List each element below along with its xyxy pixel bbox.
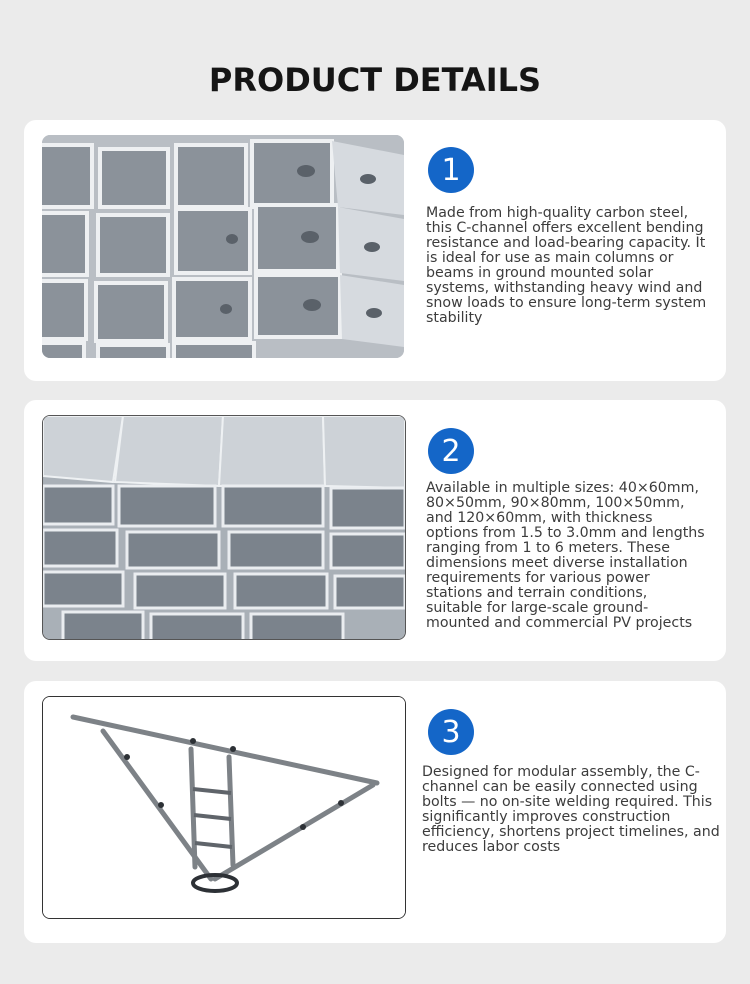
page-title: PRODUCT DETAILS xyxy=(208,61,542,100)
assembled-mounting-frame-photo xyxy=(42,696,406,919)
section-description: Available in multiple sizes: 40×60mm, 80×50mm, 90×80mm, 100×50mm, and 120×60mm, with thickness options from 1.5 to 3.0mm and lengths ranging from 1 to 6 meters. These dimensions meet diverse installation requirements for various power stations and terrain conditions, suitable for large-scale ground-mounted and commercial PV projects xyxy=(426,480,705,631)
step-number-badge: 3 xyxy=(428,709,474,755)
section-description: Made from high-quality carbon steel, this C-channel offers excellent bending resistance and load-bearing capacity. It is ideal for use as main columns or beams in ground mounted solar systems, withstanding heavy wind and snow loads to ensure long-term system stability xyxy=(426,205,707,326)
detail-card-3 xyxy=(24,681,726,943)
stacked-c-channel-steel-photo xyxy=(42,135,404,358)
detail-card-2 xyxy=(24,400,726,661)
c-channel-profiles-photo xyxy=(42,415,406,640)
step-number-badge: 1 xyxy=(428,147,474,193)
step-number-badge: 2 xyxy=(428,428,474,474)
section-description: Designed for modular assembly, the C-channel can be easily connected using bolts — no on-site welding required. This significantly improves construction efficiency, shortens project timelines, and reduces labor costs xyxy=(422,764,720,855)
detail-card-1 xyxy=(24,120,726,381)
